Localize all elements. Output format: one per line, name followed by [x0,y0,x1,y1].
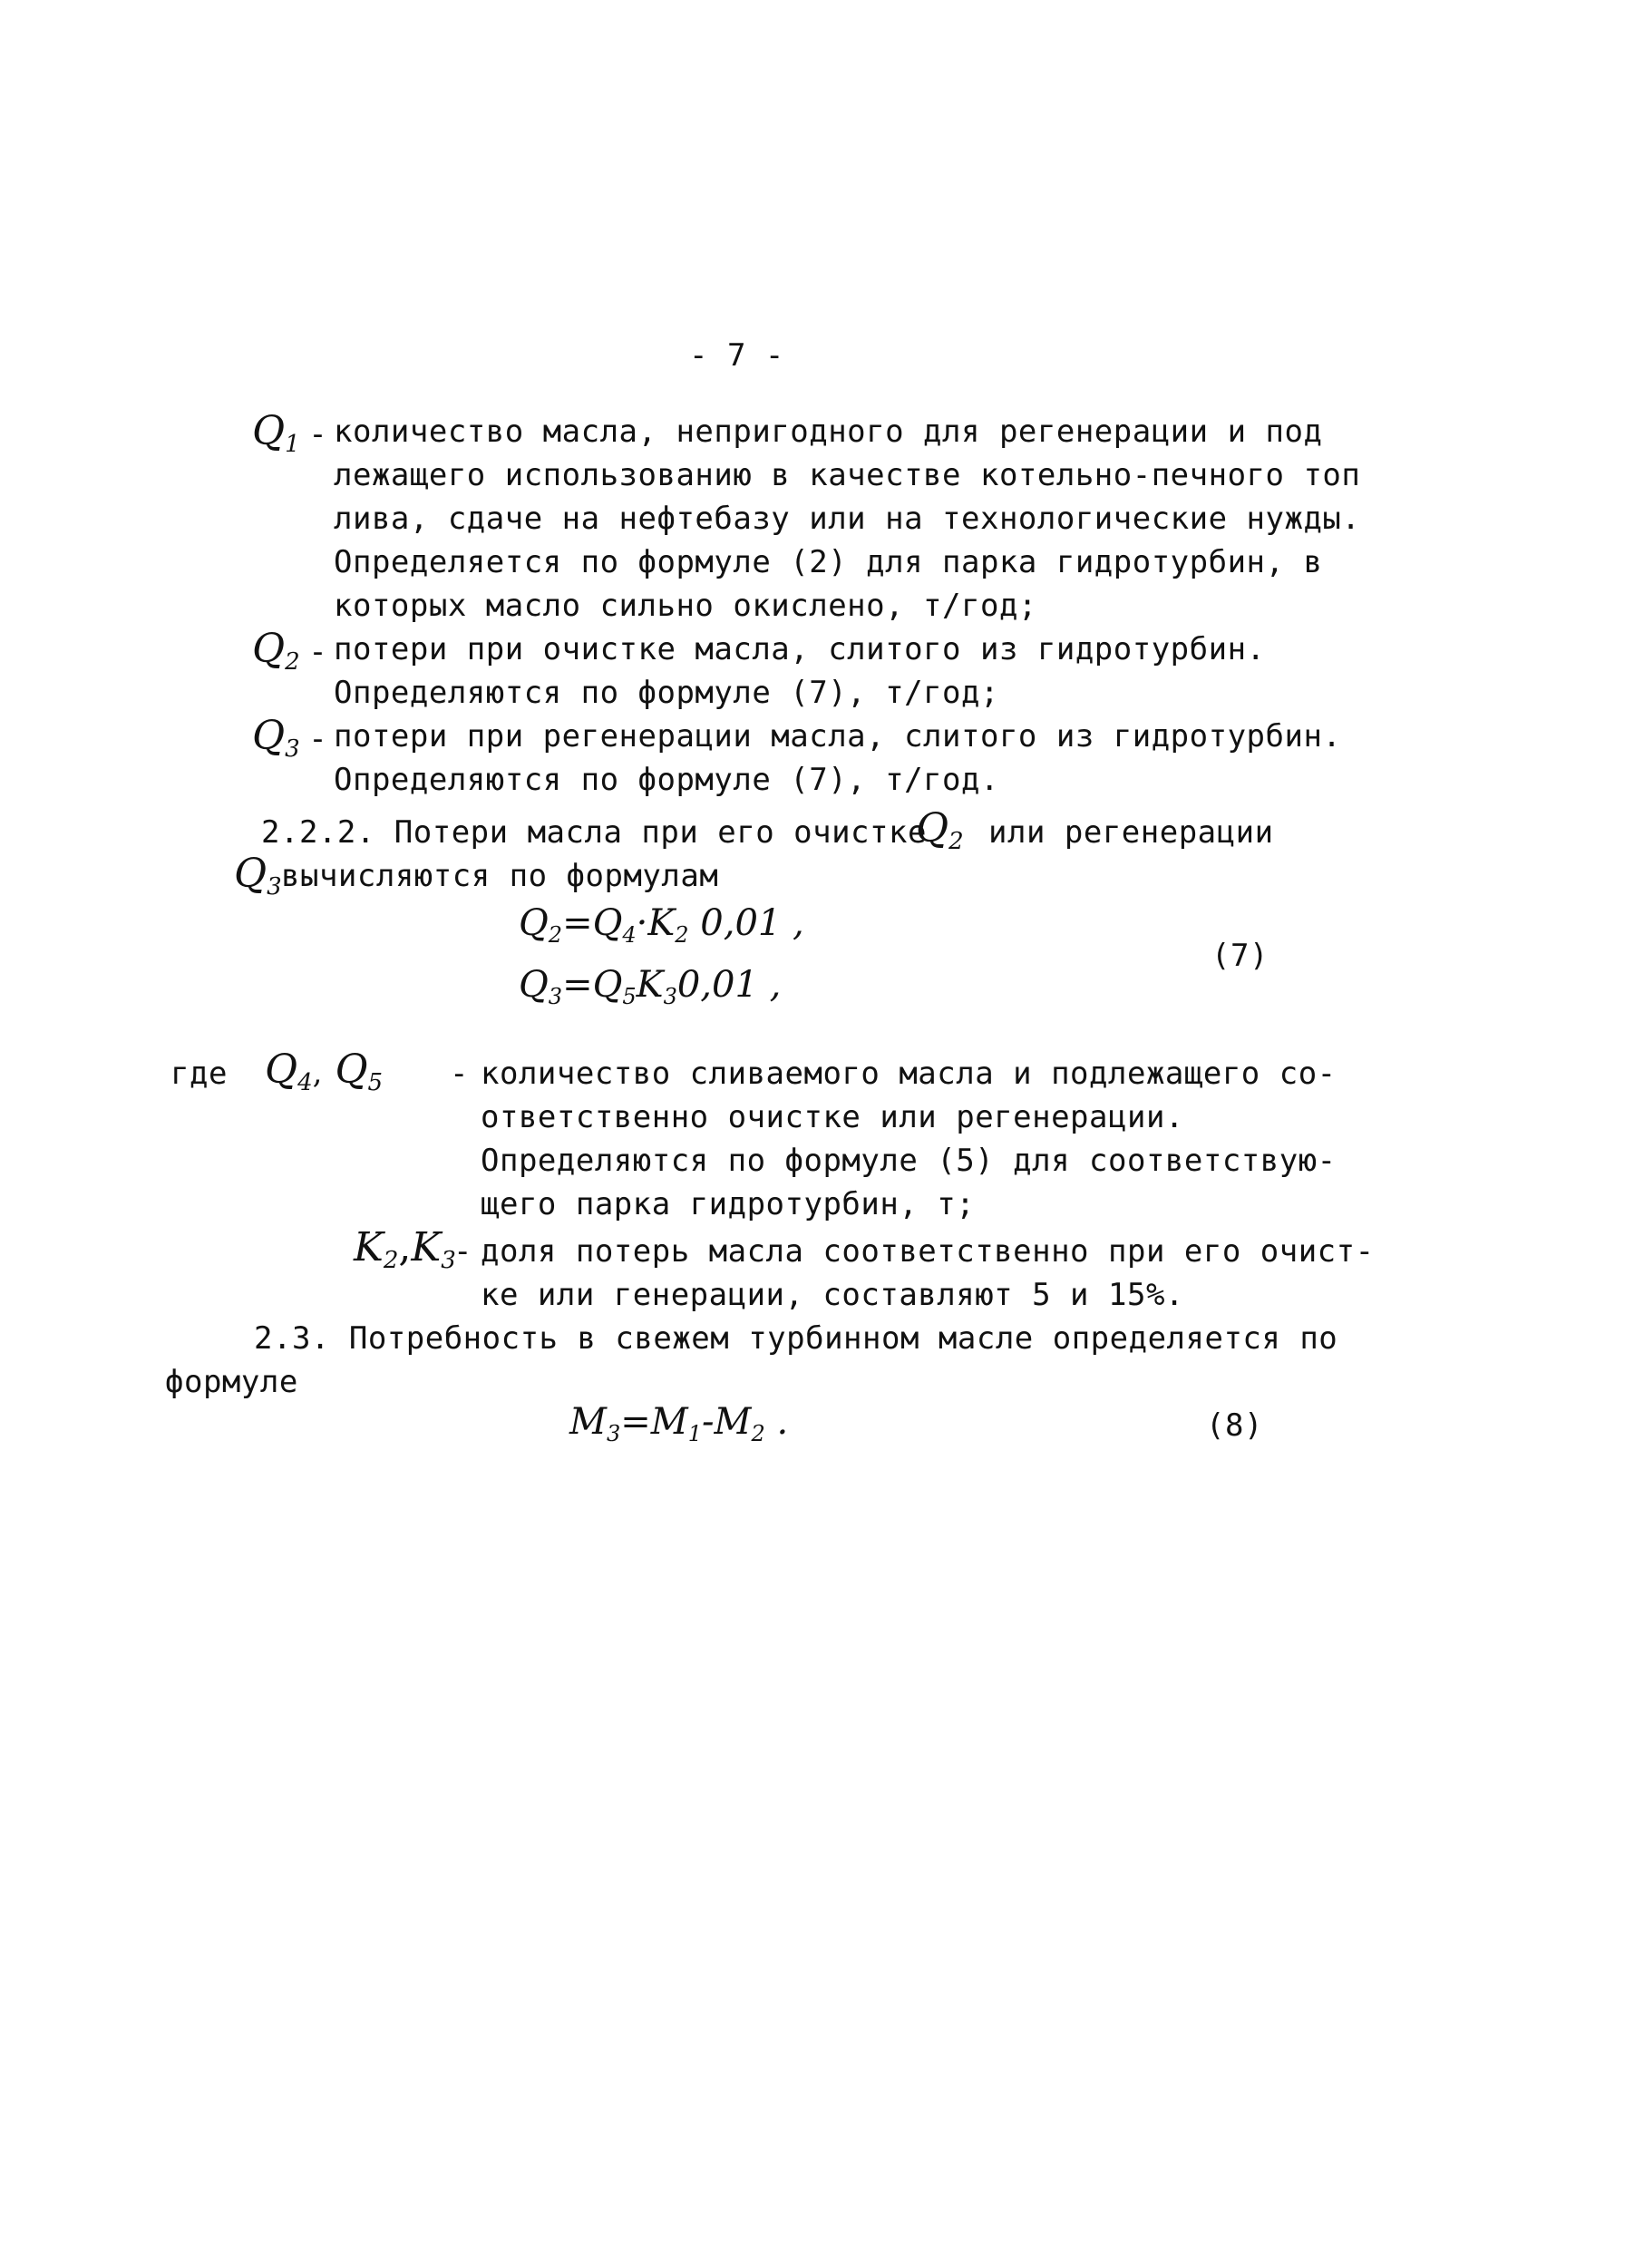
formula-7-number: (7) [1211,938,1269,974]
where-line-1: количество сливаемого масла и подлежащего со- [481,1056,1337,1092]
where-word: где [170,1056,228,1092]
formula-term: Q [519,902,549,944]
symbol-letter: Q [335,1046,368,1093]
def-q1-line-4: Определяется по формуле (2) для парка гидротурбин, в [334,544,1323,580]
page-number: - 7 - [689,337,784,374]
def-dash: - [308,634,327,670]
formula-term: . [764,1401,789,1443]
def-q2 [252,628,327,684]
formula-8 [569,1397,788,1459]
formula-subscript: 2 [675,922,689,948]
formula-subscript: 1 [687,1421,703,1446]
k-line-2: ке или генерации, составляют 5 и 15%. [481,1277,1184,1313]
symbol-subscript: 2 [285,648,300,676]
def-dash: - [308,416,327,453]
formula-term: M [569,1401,607,1443]
formula-subscript: 3 [548,984,563,1009]
symbol-letter: Q [252,408,286,454]
formula-subscript: 2 [751,1421,765,1446]
where-line-2: ответственно очистке или регенерации. [481,1099,1184,1135]
k-dash: - [453,1233,472,1270]
k-line-1: доля потерь масла соответственно при его очист- [481,1233,1375,1270]
formula-operator: = [562,964,593,1006]
symbol-subscript: 5 [367,1069,384,1096]
formula-term: 0,01 , [676,964,782,1006]
symbol-subscript: 1 [285,431,300,458]
section-23-line-1: 2.3. Потребность в свежем турбинном масле определяется по [254,1320,1338,1357]
formula-subscript: 3 [606,1421,621,1446]
formula-operator: - [702,1401,715,1443]
formula-8-number: (8) [1206,1407,1263,1444]
symbol-letter: Q [252,713,286,759]
symbol-q1 [252,408,300,458]
symbol-q2-inline [916,807,964,863]
symbol-letter: Q [252,626,286,672]
formula-term: M [650,1401,688,1443]
symbol-subscript: 3 [267,873,282,900]
formula-7-line-1 [519,898,804,960]
formula-term: Q [519,964,549,1006]
symbol-subscript: 4 [297,1069,313,1096]
formula-term: K [636,964,664,1006]
formula-subscript: 4 [622,922,637,948]
where-line-4: щего парка гидротурбин, т; [481,1186,976,1222]
section-222-text-a: 2.2.2. Потери масла при его очистке [261,814,927,851]
symbol-q2 [252,626,300,676]
section-222-text-b: или регенерации [988,814,1274,851]
formula-term: K [647,902,676,944]
def-q3 [252,715,327,771]
formula-operator: · [636,902,648,944]
def-q1-line-3: лива, сдаче на нефтебазу или на технологические нужды. [334,501,1361,537]
where-dash: - [450,1056,469,1092]
symbol-letter: K [411,1224,442,1270]
symbol-q3 [252,713,300,763]
formula-term: M [714,1401,752,1443]
formula-7-line-2 [519,959,781,1022]
k-symbols: $K_2,K_3$ [354,1224,456,1274]
def-q1-line-2: лежащего использованию в качестве котельно-печного топ [334,457,1361,493]
formula-subscript: 2 [548,922,563,948]
def-q1-line-1: количество масла, непригодного для регенерации и под [334,414,1323,450]
section-222-text-c: вычисляются по формулам [281,858,719,894]
symbol-subscript: 3 [285,735,300,763]
def-q2-line-2: Определяются по формуле (7), т/год; [334,675,999,711]
formula-subscript: 3 [663,984,677,1009]
symbol-q3-inline [234,852,282,909]
formula-subscript: 5 [622,984,637,1009]
def-dash: - [308,721,327,757]
symbol-letter: K [354,1224,384,1270]
def-q3-line-2: Определяются по формуле (7), т/год. [334,762,999,798]
symbol-letter: Q [265,1046,298,1093]
symbol-subscript: 3 [441,1247,456,1274]
def-q1-line-5: которых масло сильно окислено, т/год; [334,588,1037,624]
def-q1 [252,410,327,466]
where-line-3: Определяются по формуле (5) для соответствую- [481,1143,1337,1179]
symbol-letter: Q [916,805,949,852]
where-symbols [265,1048,383,1105]
symbol-subscript: 2 [948,828,964,855]
formula-term: Q [592,964,623,1006]
formula-operator: = [620,1401,651,1443]
formula-operator: = [562,902,593,944]
formula-term: 0,01 , [688,902,804,944]
section-23-line-2: формуле [165,1364,298,1400]
def-q3-line-1: потери при регенерации масла, слитого из гидротурбин. [334,718,1342,754]
def-q2-line-1: потери при очистке масла, слитого из гидротурбин. [334,631,1266,667]
symbol-subscript: 2 [383,1247,399,1274]
symbol-letter: Q [234,851,267,897]
symbol-separator: , [312,1055,323,1091]
formula-term: Q [592,902,623,944]
